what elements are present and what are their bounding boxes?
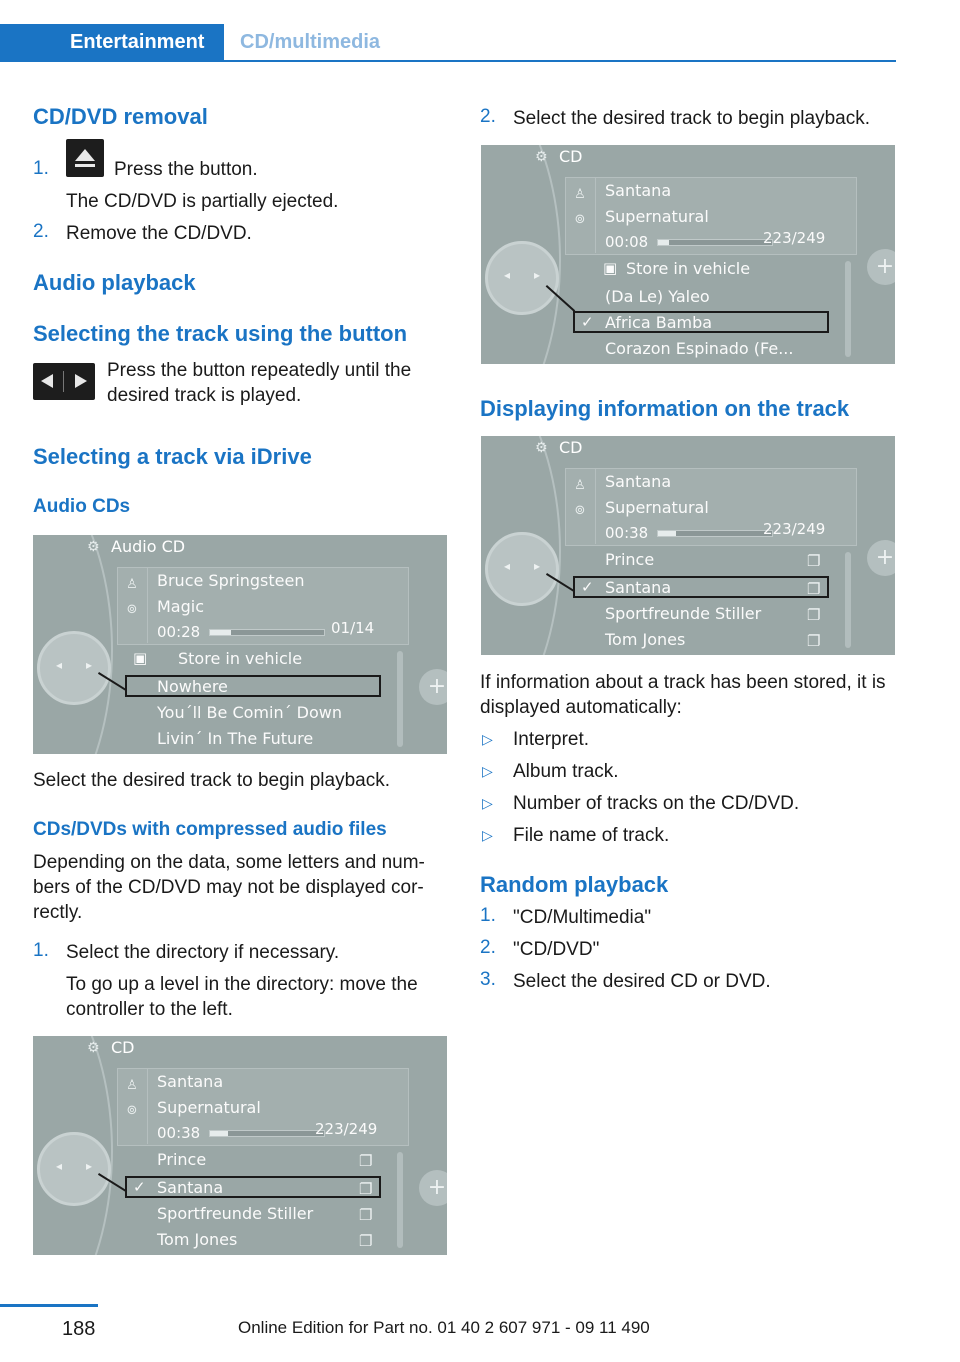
info-icons	[565, 468, 596, 544]
info-text-2: displayed automatically:	[480, 697, 682, 718]
random-heading: Random playback	[480, 872, 669, 897]
triangle-bullet-icon: ▷	[482, 731, 493, 747]
artist: Santana	[605, 181, 672, 200]
idrive-heading: Selecting a track via iDrive	[33, 444, 312, 469]
progress-fill	[658, 240, 669, 245]
plus-icon[interactable]: +	[419, 669, 447, 705]
info-heading: Displaying information on the track	[480, 396, 850, 421]
dir-step-sub-1: To go up a level in the directory: move the	[66, 974, 418, 995]
removal-step-1-sub: The CD/DVD is partially ejected.	[66, 191, 339, 212]
footer-rule	[0, 1304, 98, 1307]
controller-dial[interactable]: ◂ ▸	[485, 241, 559, 315]
removal-step-2-text: Remove the CD/DVD.	[66, 223, 252, 244]
track-row-3[interactable]: Corazon Espinado (Fe...	[605, 339, 794, 358]
progress-fill	[210, 630, 231, 635]
header-section[interactable]: Entertainment	[70, 31, 205, 53]
compressed-text-3: rectly.	[33, 902, 83, 923]
info-item-4: File name of track.	[513, 825, 670, 846]
compressed-text-2: bers of the CD/DVD may not be displayed cor-	[33, 877, 424, 898]
info-item-3: Number of tracks on the CD/DVD.	[513, 793, 800, 814]
progress-bar	[209, 1130, 325, 1137]
track-row-2[interactable]: Santana	[605, 578, 672, 597]
store-in-vehicle[interactable]: Store in vehicle	[178, 649, 303, 668]
scrollbar[interactable]	[845, 552, 851, 648]
cd-icon: ⚙	[87, 1040, 100, 1056]
cd-icon: ⚙	[535, 149, 548, 165]
triangle-bullet-icon: ▷	[482, 795, 493, 811]
info-icons	[565, 177, 596, 253]
album: Supernatural	[605, 498, 709, 517]
dir-step-text: Select the directory if necessary.	[66, 942, 340, 963]
folder-row-2[interactable]: Santana	[157, 1178, 224, 1197]
removal-step-1-num: 1.	[33, 158, 49, 179]
store-icon: ▣	[603, 259, 618, 277]
dir-step-sub-2: controller to the left.	[66, 999, 233, 1020]
screen-title: CD	[111, 1038, 135, 1057]
info-icon: ❐	[807, 606, 821, 624]
disc-icon: ⊚	[574, 212, 586, 227]
button-text-2: desired track is played.	[107, 385, 302, 406]
dir-step-num: 1.	[33, 940, 49, 961]
button-text-1: Press the button repeatedly until the	[107, 360, 412, 381]
check-icon: ✓	[581, 313, 594, 331]
footer-edition: Online Edition for Part no. 01 40 2 607 971 - 09 11 490	[238, 1318, 650, 1337]
cd-icon: ⚙	[87, 539, 100, 555]
album: Supernatural	[157, 1098, 261, 1117]
removal-step-2-num: 2.	[33, 221, 49, 242]
artist: Santana	[157, 1072, 224, 1091]
store-in-vehicle[interactable]: Store in vehicle	[626, 259, 751, 278]
info-item-2: Album track.	[513, 761, 619, 782]
info-icons	[117, 567, 148, 643]
info-icon: ❐	[807, 580, 821, 598]
step2-text: Select the desired track to begin playback.	[513, 108, 870, 129]
header-rule	[224, 60, 896, 62]
scrollbar[interactable]	[397, 651, 403, 747]
person-icon: ♙	[574, 478, 586, 493]
person-icon: ♙	[126, 577, 138, 592]
header-subsection[interactable]: CD/multimedia	[240, 31, 381, 53]
progress-fill	[210, 1131, 228, 1136]
track-row-3[interactable]: Sportfreunde Stiller	[605, 604, 762, 623]
progress-bar	[657, 239, 773, 246]
info-text-1: If information about a track has been stored, it is	[480, 672, 886, 693]
progress-bar	[209, 629, 325, 636]
folder-icon: ❐	[359, 1206, 373, 1224]
artist: Bruce Springsteen	[157, 571, 305, 590]
cd-tracks-screen	[481, 145, 895, 364]
track-count: 223/249	[763, 520, 826, 538]
track-row-1[interactable]: Nowhere	[157, 677, 228, 696]
compressed-heading: CDs/DVDs with compressed audio files	[33, 819, 387, 840]
progress-bar	[657, 530, 773, 537]
track-row-2[interactable]: Africa Bamba	[605, 313, 713, 332]
track-count: 01/14	[331, 619, 375, 637]
random-step-3-text: Select the desired CD or DVD.	[513, 971, 771, 992]
elapsed-time: 00:08	[605, 233, 649, 251]
cd-info-screen	[481, 436, 895, 655]
track-row-2[interactable]: You´ll Be Comin´ Down	[157, 703, 343, 722]
person-icon: ♙	[574, 187, 586, 202]
cd-directory-screen	[33, 1036, 447, 1255]
step2-num: 2.	[480, 106, 496, 127]
triangle-bullet-icon: ▷	[482, 827, 493, 843]
random-step-2-num: 2.	[480, 937, 496, 958]
elapsed-time: 00:38	[157, 1124, 201, 1142]
scrollbar[interactable]	[845, 261, 851, 357]
plus-icon[interactable]: +	[867, 249, 895, 285]
check-icon: ✓	[133, 1178, 146, 1196]
track-count: 223/249	[763, 229, 826, 247]
audio-playback-heading: Audio playback	[33, 270, 196, 295]
album: Magic	[157, 597, 205, 616]
plus-icon[interactable]: +	[419, 1170, 447, 1206]
folder-row-1[interactable]: Prince	[157, 1150, 207, 1169]
info-item-1: Interpret.	[513, 729, 590, 750]
audio-cd-screen	[33, 535, 447, 754]
folder-icon: ❐	[359, 1152, 373, 1170]
screen-title: Audio CD	[111, 537, 186, 556]
screen-title: CD	[559, 438, 583, 457]
disc-icon: ⊚	[574, 503, 586, 518]
scrollbar[interactable]	[397, 1152, 403, 1248]
plus-icon[interactable]: +	[867, 540, 895, 576]
triangle-bullet-icon: ▷	[482, 763, 493, 779]
track-row-4[interactable]: Tom Jones	[605, 630, 686, 649]
controller-dial[interactable]: ◂ ▸	[37, 631, 111, 705]
disc-icon: ⊚	[126, 1103, 138, 1118]
random-step-1-num: 1.	[480, 905, 496, 926]
album: Supernatural	[605, 207, 709, 226]
store-icon: ▣	[133, 649, 148, 667]
artist: Santana	[605, 472, 672, 491]
compressed-text-1: Depending on the data, some letters and num-	[33, 852, 425, 873]
info-icon: ❐	[807, 552, 821, 570]
screen-title: CD	[559, 147, 583, 166]
random-step-3-num: 3.	[480, 969, 496, 990]
folder-icon: ❐	[359, 1180, 373, 1198]
folder-icon: ❐	[359, 1232, 373, 1250]
info-icon: ❐	[807, 632, 821, 650]
audio-cd-caption: Select the desired track to begin playback.	[33, 770, 390, 791]
person-icon: ♙	[126, 1078, 138, 1093]
track-skip-icon	[33, 363, 95, 400]
cd-icon: ⚙	[535, 440, 548, 456]
track-row-1[interactable]: (Da Le) Yaleo	[605, 287, 710, 306]
folder-row-3[interactable]: Sportfreunde Stiller	[157, 1204, 314, 1223]
removal-step-1-text: Press the button.	[114, 159, 258, 180]
page-number: 188	[62, 1318, 96, 1340]
removal-heading: CD/DVD removal	[33, 104, 208, 129]
audio-cds-heading: Audio CDs	[33, 496, 131, 517]
progress-fill	[658, 531, 676, 536]
disc-icon: ⊚	[126, 602, 138, 617]
controller-dial[interactable]: ◂ ▸	[485, 532, 559, 606]
button-heading: Selecting the track using the button	[33, 321, 408, 346]
check-icon: ✓	[581, 578, 594, 596]
track-row-1[interactable]: Prince	[605, 550, 655, 569]
track-row-3[interactable]: Livin´ In The Future	[157, 729, 314, 748]
info-icons	[117, 1068, 148, 1144]
eject-icon	[66, 139, 104, 177]
folder-row-4[interactable]: Tom Jones	[157, 1230, 238, 1249]
elapsed-time: 00:28	[157, 623, 201, 641]
track-count: 223/249	[315, 1120, 378, 1138]
elapsed-time: 00:38	[605, 524, 649, 542]
random-step-1-text: "CD/Multimedia"	[513, 907, 652, 928]
random-step-2-text: "CD/DVD"	[513, 939, 600, 960]
controller-dial[interactable]: ◂ ▸	[37, 1132, 111, 1206]
